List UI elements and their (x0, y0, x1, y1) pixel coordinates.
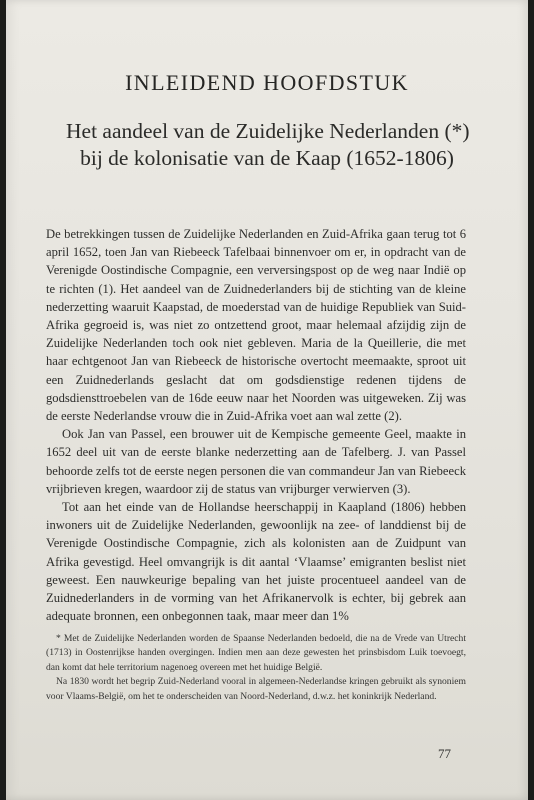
chapter-heading: INLEIDEND HOOFDSTUK (125, 70, 409, 95)
paragraph-2: Ook Jan van Passel, een brouwer uit de Kempische gemeente Geel, maakte in 1652 deel uit van de eerste blanke nederzetting aan de Tafelberg. J. van Passel behoorde zelfs tot de eerste negen personen die van commandeur Jan van Riebeeck vrijbrieven kregen, waardoor zij de status van vrijburger verwierven (3). (46, 427, 466, 496)
paragraph-1: De betrekkingen tussen de Zuidelijke Nederlanden en Zuid-Afrika gaan terug tot 6 april 1652, toen Jan van Riebeeck Tafelbaai binnenvoer om er, in opdracht van de Verenigde Oostindische Compagnie, een verversingspost op de weg naar Indië op te richten (1). Het aandeel van de Zuidnederlanders bij de stichting van de kleine nederzetting waaruit Kaapstad, de moederstad van de huidige Republiek van Suid-Afrika gegroeid is, was niet zo ontzettend groot, maar helemaal afzijdig zijn de Zuidelijke Nederlanden toch ook niet gebleven. Maria de la Queillerie, die met haar echtgenoot Jan van Riebeeck de historische overtocht meemaakte, sproot uit een Zuidnederlands geslacht dat om godsdienstige redenen tijdens de godsdiensttroebelen van de 16de eeuw naar het Noorden was uitgeweken. Zij was de eerste Nederlandse vrouw die in Zuid-Afrika voet aan wal zette (2). (46, 227, 466, 424)
chapter-title (66, 118, 468, 172)
footnote-1: * Met de Zuidelijke Nederlanden worden de Spaanse Nederlanden bedoeld, die na de Vrede van Utrecht (1713) in Oostenrijkse handen overgingen. Indien men aan deze gewesten het prinsbisdom Luik toevoegt, dan komt dat hele territorium nagenoeg overeen met het huidige België. (46, 633, 466, 673)
paragraph-3: Tot aan het einde van de Hollandse heerschappij in Kaapland (1806) hebben inwoners uit de Zuidelijke Nederlanden, gewoonlijk na zee- of landdienst bij de Verenigde Oostindische Compagnie, zich als kolonisten aan de Zuidpunt van Afrika gevestigd. Heel omvangrijk is dit aantal ‘Vlaamse’ emigranten beslist niet geweest. Een nauwkeurige bepaling van het juiste procentueel aandeel van de Zuidnederlanders in de vorming van het Afrikanervolk is echter, bij gebrek aan adequate bronnen, een onbegonnen taak, maar meer dan 1% (46, 500, 466, 624)
book-page (6, 0, 528, 800)
footnotes (46, 632, 466, 704)
chapter-title-line-2: bij de kolonisatie van de Kaap (1652-1806) (80, 146, 454, 170)
page-number: 77 (438, 746, 451, 761)
body-text (46, 225, 466, 625)
chapter-title-line-1: Het aandeel van de Zuidelijke Nederlanden (*) (66, 119, 470, 143)
footnote-2: Na 1830 wordt het begrip Zuid-Nederland vooral in algemeen-Nederlandse kringen gebruikt als synoniem voor Vlaams-België, om het te onderscheiden van Noord-Nederland, d.w.z. het koninkrijk Nederland. (46, 676, 466, 702)
